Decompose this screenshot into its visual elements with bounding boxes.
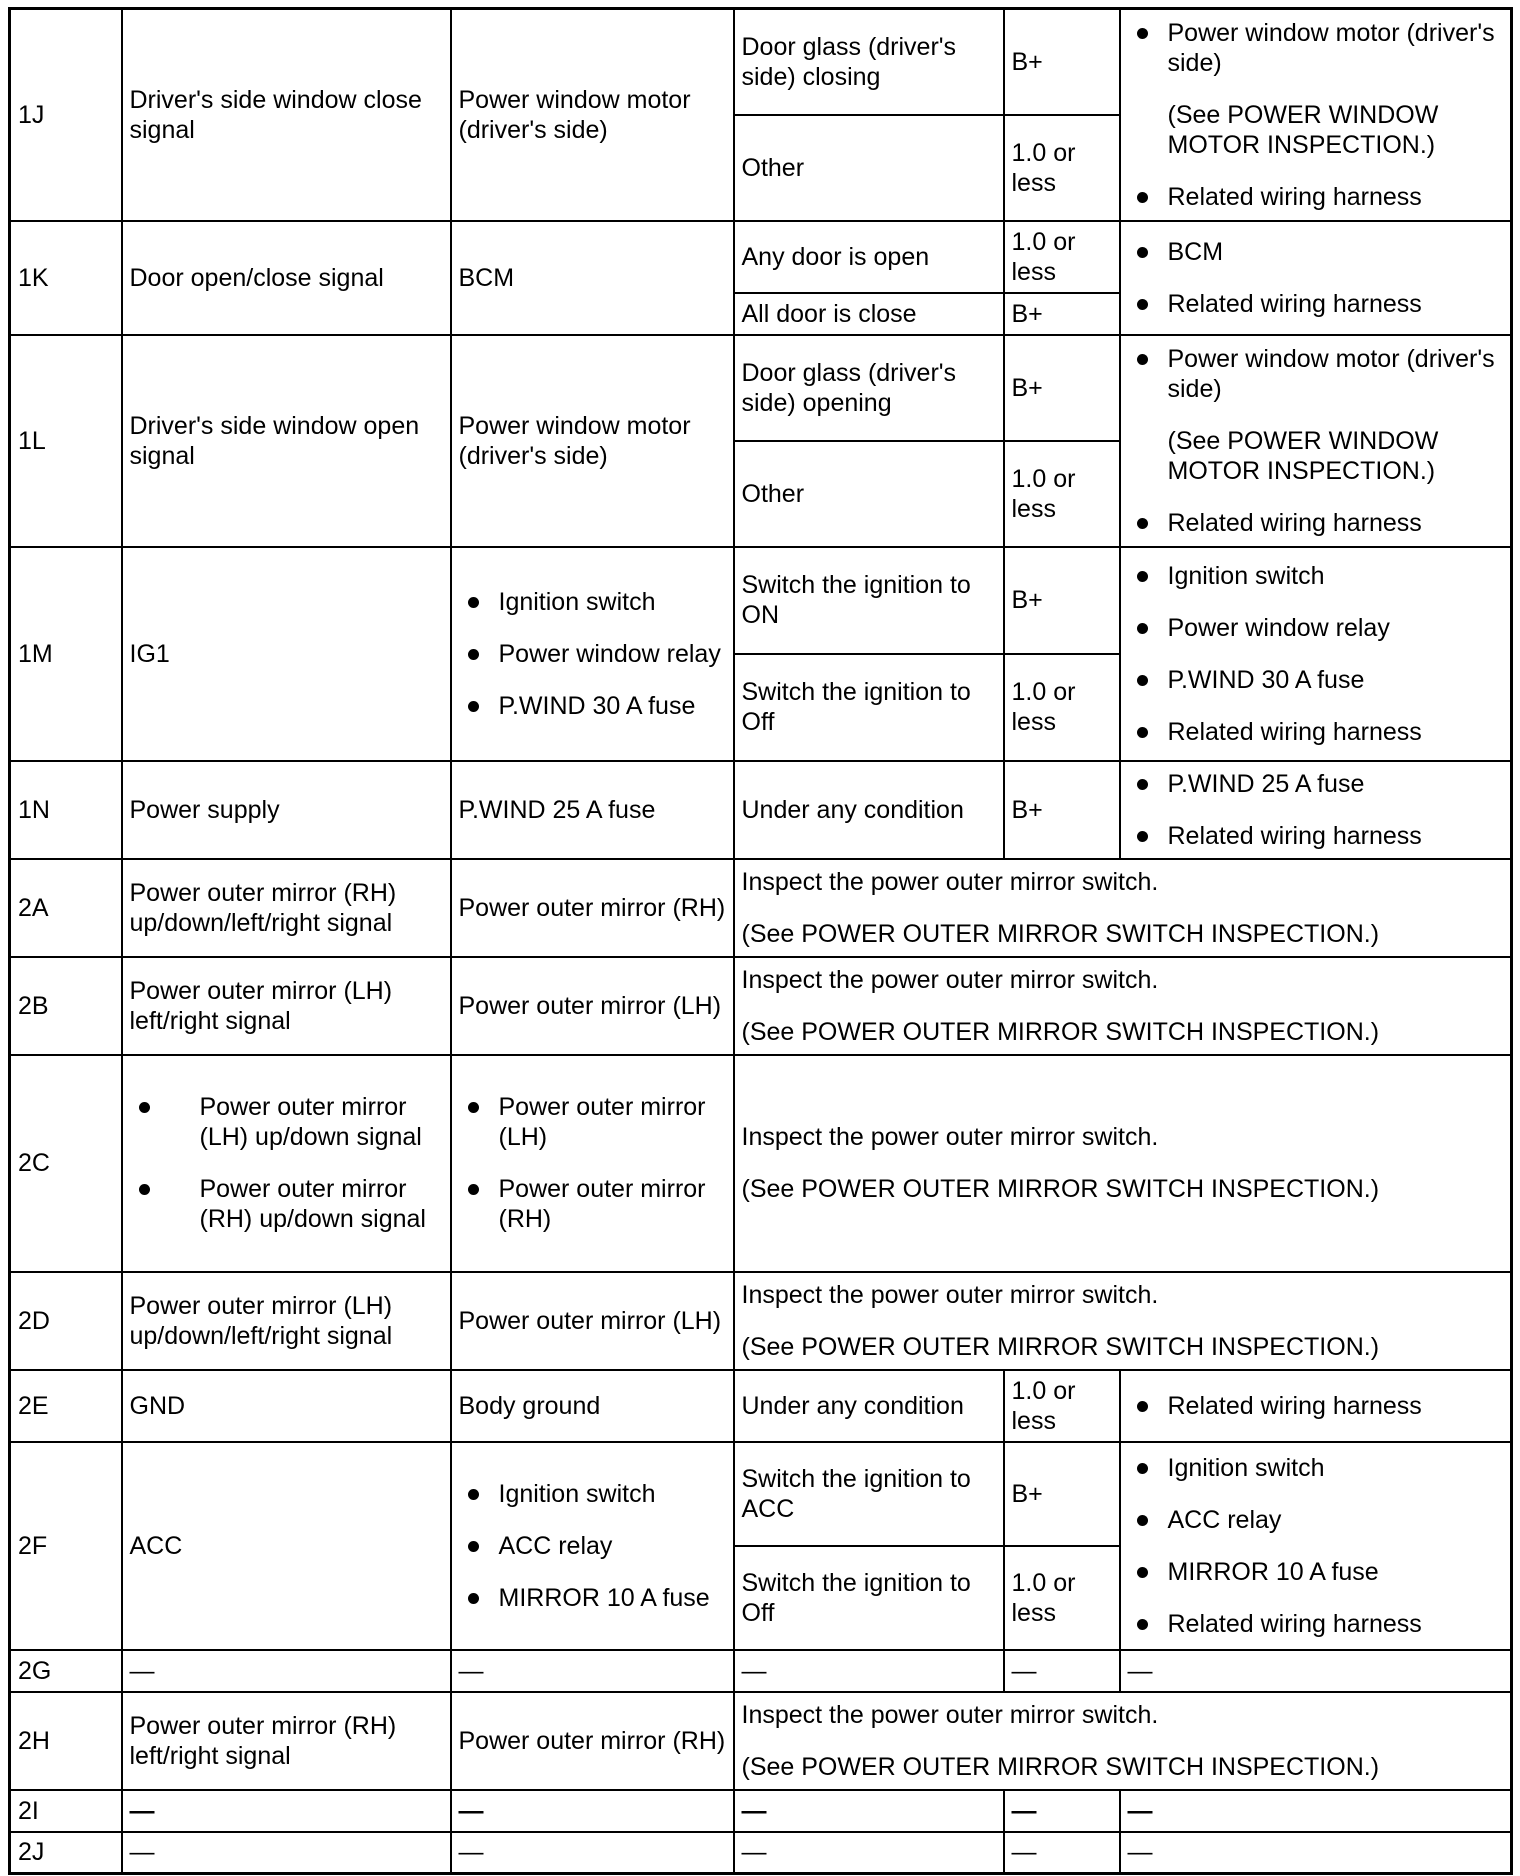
inspection-instruction: Inspect the power outer mirror switch. <box>741 867 1159 896</box>
list-item: BCM <box>1128 237 1504 267</box>
list-item: MIRROR 10 A fuse <box>1128 1557 1504 1587</box>
table-row <box>10 1442 1512 1546</box>
connected-to-cell: Power outer mirror (LH) <box>451 1272 734 1370</box>
inspection-reference: (See POWER OUTER MIRROR SWITCH INSPECTION.) <box>741 1017 1380 1046</box>
connected-to-cell: Power outer mirror (RH) <box>451 1692 734 1790</box>
inspection-reference: (See POWER OUTER MIRROR SWITCH INSPECTION.) <box>741 1752 1380 1781</box>
list-item: Power outer mirror (LH) up/down signal <box>130 1092 443 1152</box>
empty-cell: — <box>1120 1650 1512 1692</box>
condition-cell: Door glass (driver's side) opening <box>734 335 1004 441</box>
check-items-cell <box>1120 9 1512 221</box>
terminal-cell: 1N <box>10 761 122 859</box>
list-item: Power window motor (driver's side) (See POWER WINDOW MOTOR INSPECTION.) <box>1128 18 1504 160</box>
list-item: Related wiring harness <box>1128 1391 1504 1421</box>
terminal-cell: 2A <box>10 859 122 957</box>
check-items-cell <box>1120 547 1512 761</box>
terminal-cell: 1L <box>10 335 122 547</box>
table-row <box>10 859 1512 957</box>
condition-cell: Switch the ignition to Off <box>734 654 1004 761</box>
terminal-cell: 2E <box>10 1370 122 1442</box>
list-item: ACC relay <box>1128 1505 1504 1535</box>
list-item: MIRROR 10 A fuse <box>459 1583 726 1613</box>
table-row <box>10 957 1512 1055</box>
terminal-inspection-table <box>8 7 1513 1875</box>
voltage-cell: B+ <box>1004 1442 1120 1546</box>
list-item: P.WIND 30 A fuse <box>459 691 726 721</box>
description-cell: Driver's side window open signal <box>122 335 451 547</box>
terminal-cell: 1J <box>10 9 122 221</box>
inspection-reference: (See POWER WINDOW MOTOR INSPECTION.) <box>1167 426 1439 485</box>
list-item: Power outer mirror (RH) <box>459 1174 726 1234</box>
voltage-cell: 1.0 or less <box>1004 441 1120 547</box>
condition-cell: Switch the ignition to ON <box>734 547 1004 654</box>
condition-cell: Under any condition <box>734 1370 1004 1442</box>
list-item: Power outer mirror (RH) up/down signal <box>130 1174 443 1234</box>
list-item: Related wiring harness <box>1128 182 1504 212</box>
empty-cell: — <box>1004 1790 1120 1832</box>
inspection-cell <box>734 957 1512 1055</box>
terminal-cell: 1M <box>10 547 122 761</box>
connected-to-cell: Power window motor (driver's side) <box>451 335 734 547</box>
table-row <box>10 1790 1512 1832</box>
description-cell: Power outer mirror (RH) up/down/left/right signal <box>122 859 451 957</box>
check-items-cell <box>1120 335 1512 547</box>
table-row <box>10 761 1512 859</box>
connected-to-cell <box>451 1055 734 1272</box>
inspection-reference: (See POWER WINDOW MOTOR INSPECTION.) <box>1167 100 1439 159</box>
voltage-cell: B+ <box>1004 293 1120 335</box>
empty-cell: — <box>451 1650 734 1692</box>
terminal-cell: 2B <box>10 957 122 1055</box>
list-item: Related wiring harness <box>1128 717 1504 747</box>
table-row <box>10 1832 1512 1874</box>
description-cell: Power outer mirror (LH) up/down/left/right signal <box>122 1272 451 1370</box>
check-items-cell <box>1120 1442 1512 1650</box>
terminal-cell: 2D <box>10 1272 122 1370</box>
list-item: Related wiring harness <box>1128 1609 1504 1639</box>
voltage-cell: 1.0 or less <box>1004 115 1120 221</box>
voltage-cell: B+ <box>1004 761 1120 859</box>
table-row <box>10 221 1512 293</box>
empty-cell: — <box>122 1832 451 1874</box>
empty-cell: — <box>451 1790 734 1832</box>
table-row <box>10 9 1512 115</box>
description-cell: GND <box>122 1370 451 1442</box>
empty-cell: — <box>734 1790 1004 1832</box>
table-row <box>10 1272 1512 1370</box>
table-row <box>10 547 1512 654</box>
empty-cell: — <box>734 1650 1004 1692</box>
voltage-cell: B+ <box>1004 547 1120 654</box>
table-row <box>10 1650 1512 1692</box>
check-items-cell <box>1120 1370 1512 1442</box>
empty-cell: — <box>734 1832 1004 1874</box>
list-item: Ignition switch <box>459 587 726 617</box>
description-cell: Driver's side window close signal <box>122 9 451 221</box>
list-item: Power window motor (driver's side) (See POWER WINDOW MOTOR INSPECTION.) <box>1128 344 1504 486</box>
empty-cell: — <box>1120 1832 1512 1874</box>
connected-to-cell: Power outer mirror (LH) <box>451 957 734 1055</box>
condition-cell: Other <box>734 115 1004 221</box>
terminal-cell: 2H <box>10 1692 122 1790</box>
list-item: P.WIND 30 A fuse <box>1128 665 1504 695</box>
terminal-cell: 2F <box>10 1442 122 1650</box>
inspection-reference: (See POWER OUTER MIRROR SWITCH INSPECTION.) <box>741 919 1380 948</box>
inspection-cell <box>734 1692 1512 1790</box>
condition-cell: Door glass (driver's side) closing <box>734 9 1004 115</box>
list-item: Related wiring harness <box>1128 821 1504 851</box>
inspection-instruction: Inspect the power outer mirror switch. <box>741 965 1159 994</box>
inspection-instruction: Inspect the power outer mirror switch. <box>741 1280 1159 1309</box>
list-item: P.WIND 25 A fuse <box>1128 769 1504 799</box>
empty-cell: — <box>451 1832 734 1874</box>
list-item: Related wiring harness <box>1128 508 1504 538</box>
voltage-cell: B+ <box>1004 9 1120 115</box>
check-items-cell <box>1120 221 1512 335</box>
table-row <box>10 1692 1512 1790</box>
list-item: ACC relay <box>459 1531 726 1561</box>
check-items-cell <box>1120 761 1512 859</box>
description-cell: Power outer mirror (LH) left/right signal <box>122 957 451 1055</box>
description-cell: Power outer mirror (RH) left/right signal <box>122 1692 451 1790</box>
condition-cell: Other <box>734 441 1004 547</box>
empty-cell: — <box>1004 1650 1120 1692</box>
table-row <box>10 1055 1512 1272</box>
voltage-cell: 1.0 or less <box>1004 654 1120 761</box>
terminal-cell: 2J <box>10 1832 122 1874</box>
connected-to-cell <box>451 547 734 761</box>
terminal-cell: 1K <box>10 221 122 335</box>
connected-to-cell: Power window motor (driver's side) <box>451 9 734 221</box>
terminal-cell: 2G <box>10 1650 122 1692</box>
empty-cell: — <box>122 1790 451 1832</box>
description-cell: IG1 <box>122 547 451 761</box>
table-row <box>10 335 1512 441</box>
terminal-cell: 2C <box>10 1055 122 1272</box>
list-item: Related wiring harness <box>1128 289 1504 319</box>
voltage-cell: B+ <box>1004 335 1120 441</box>
voltage-cell: 1.0 or less <box>1004 1546 1120 1650</box>
description-cell: ACC <box>122 1442 451 1650</box>
connected-to-cell <box>451 1442 734 1650</box>
description-cell: Door open/close signal <box>122 221 451 335</box>
list-item: Ignition switch <box>1128 561 1504 591</box>
empty-cell: — <box>1004 1832 1120 1874</box>
connected-to-cell: Power outer mirror (RH) <box>451 859 734 957</box>
terminal-cell: 2I <box>10 1790 122 1832</box>
inspection-cell <box>734 1272 1512 1370</box>
inspection-reference: (See POWER OUTER MIRROR SWITCH INSPECTION.) <box>741 1332 1380 1361</box>
empty-cell: — <box>122 1650 451 1692</box>
connected-to-cell: P.WIND 25 A fuse <box>451 761 734 859</box>
inspection-cell <box>734 1055 1512 1272</box>
list-item: Ignition switch <box>459 1479 726 1509</box>
list-item: Power window relay <box>1128 613 1504 643</box>
empty-cell: — <box>1120 1790 1512 1832</box>
inspection-cell <box>734 859 1512 957</box>
connected-to-cell: Body ground <box>451 1370 734 1442</box>
list-item: Ignition switch <box>1128 1453 1504 1483</box>
condition-cell: Switch the ignition to Off <box>734 1546 1004 1650</box>
list-item: Power outer mirror (LH) <box>459 1092 726 1152</box>
connected-to-cell: BCM <box>451 221 734 335</box>
condition-cell: Switch the ignition to ACC <box>734 1442 1004 1546</box>
voltage-cell: 1.0 or less <box>1004 1370 1120 1442</box>
table-row <box>10 1370 1512 1442</box>
condition-cell: All door is close <box>734 293 1004 335</box>
description-cell <box>122 1055 451 1272</box>
description-cell: Power supply <box>122 761 451 859</box>
inspection-reference: (See POWER OUTER MIRROR SWITCH INSPECTION.) <box>741 1175 1380 1203</box>
list-item: Power window relay <box>459 639 726 669</box>
condition-cell: Under any condition <box>734 761 1004 859</box>
condition-cell: Any door is open <box>734 221 1004 293</box>
voltage-cell: 1.0 or less <box>1004 221 1120 293</box>
inspection-instruction: Inspect the power outer mirror switch. <box>741 1700 1159 1729</box>
inspection-instruction: Inspect the power outer mirror switch. <box>741 1123 1159 1151</box>
